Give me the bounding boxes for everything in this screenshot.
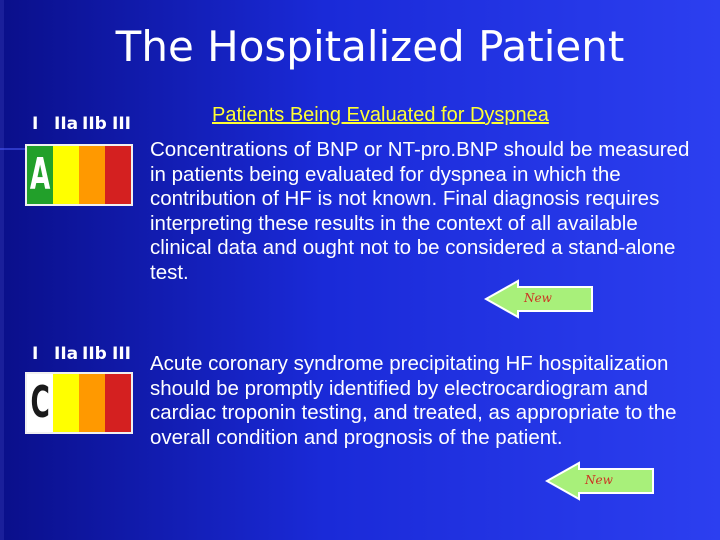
class-label-IIa: IIa <box>54 114 79 134</box>
slide-title: The Hospitalized Patient <box>115 22 625 71</box>
new-badge-label: New <box>524 291 552 305</box>
class-III-segment <box>105 374 131 432</box>
recommendation-class-box-2 <box>25 372 133 434</box>
recommendation-text-2: Acute coronary syndrome precipitating HF hospitalization should be promptly identified by electrocardiogram and cardiac troponin testing, and treated, as appropriate to the overall condition and prognosis of the patient. <box>150 352 677 449</box>
class-label-IIb: IIb <box>82 344 107 364</box>
class-III-segment <box>105 146 131 204</box>
class-IIa-segment <box>53 146 79 204</box>
class-labels-1 <box>32 114 140 134</box>
class-label-I: I <box>32 114 39 134</box>
class-IIb-segment <box>79 374 105 432</box>
class-label-III: III <box>112 344 131 364</box>
class-label-IIb: IIb <box>82 114 107 134</box>
class-labels-2 <box>32 344 140 364</box>
new-badge-2 <box>545 461 657 501</box>
class-I-segment <box>27 146 53 204</box>
level-of-evidence: A <box>29 149 51 200</box>
class-IIb-segment <box>79 146 105 204</box>
recommendation-class-box-1 <box>25 144 133 206</box>
slide-subtitle: Patients Being Evaluated for Dyspnea <box>212 104 549 126</box>
new-badge-label: New <box>585 473 613 487</box>
left-accent-bar <box>0 0 4 540</box>
class-I-segment <box>27 374 53 432</box>
class-label-III: III <box>112 114 131 134</box>
level-of-evidence: C <box>30 377 50 428</box>
class-IIa-segment <box>53 374 79 432</box>
class-label-I: I <box>32 344 39 364</box>
new-badge-1 <box>484 279 596 319</box>
class-label-IIa: IIa <box>54 344 79 364</box>
recommendation-text-1: Concentrations of BNP or NT-pro.BNP should be measured in patients being evaluated for dyspnea in which the contribution of HF is not known. Final diagnosis requires interpreting these results in the context of all available clinical data and ought not to be considered a stand-alone test. <box>150 138 690 284</box>
